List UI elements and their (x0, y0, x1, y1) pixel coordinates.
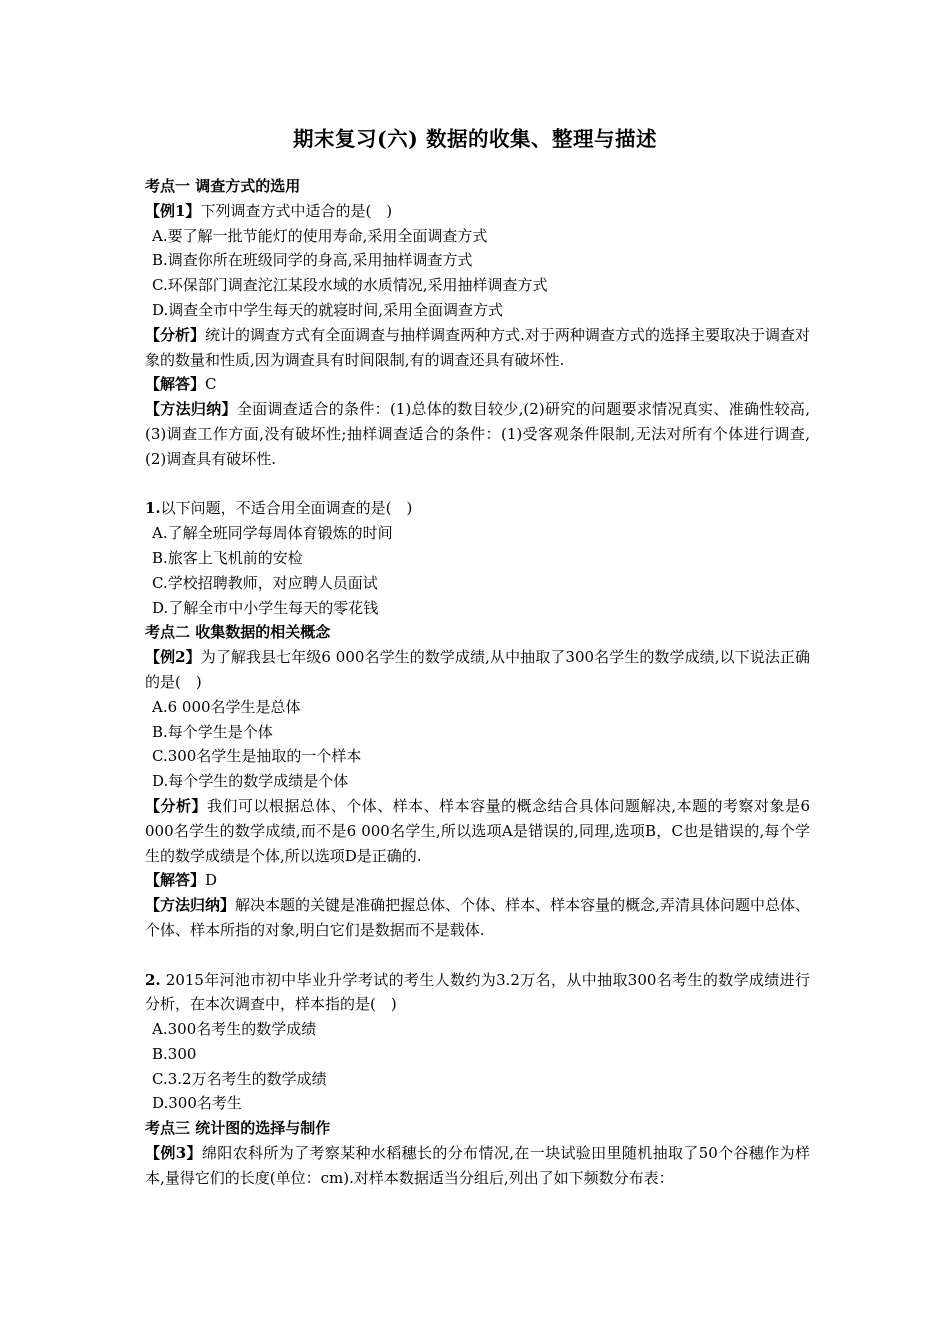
method-text: 解决本题的关键是准确把握总体、个体、样本、样本容量的概念,弄清具体问题中总体、个体、样本所指的对象,明白它们是数据而不是载体. (145, 896, 810, 939)
question-1-option-a: A.了解全班同学每周体育锻炼的时间 (152, 524, 393, 543)
question-1 (145, 496, 810, 521)
question-1-option-d: D.了解全市中小学生每天的零花钱 (152, 598, 379, 617)
example-2-question (145, 645, 810, 695)
analysis-text: 我们可以根据总体、个体、样本、样本容量的概念结合具体问题解决,本题的考察对象是6 000名学生的数学成绩,而不是6 000名学生,所以选项A是错误的,同理,选项B，C也是错误的,每个学生的数学成绩是个体,所以选项D是正确的. (145, 796, 810, 865)
question-2-option-a: A.300名考生的数学成绩 (152, 1020, 317, 1039)
example-2-option-a: A.6 000名学生是总体 (152, 697, 301, 716)
analysis-text: 统计的调查方式有全面调查与抽样调查两种方式.对于两种调查方式的选择主要取决于调查对象的数量和性质,因为调查具有时间限制,有的调查还具有破坏性. (145, 325, 810, 369)
section-heading-2: 考点二 收集数据的相关概念 (145, 623, 331, 642)
example-2-option-c: C.300名学生是抽取的一个样本 (152, 747, 362, 766)
example-1-question (145, 199, 810, 224)
answer-tag: 【解答】 (145, 375, 206, 394)
example-2-option-b: B.每个学生是个体 (152, 722, 273, 741)
example-1-analysis (145, 323, 810, 373)
section-heading-1: 考点一 调查方式的选用 (145, 177, 301, 195)
question-1-number: 1. (145, 499, 161, 518)
example-1-option-b: B.调查你所在班级同学的身高,采用抽样调查方式 (152, 251, 473, 270)
example-3-tag: 【例3】 (145, 1144, 202, 1163)
example-2-analysis (145, 794, 810, 868)
answer-text: D (205, 871, 218, 890)
example-2-option-d: D.每个学生的数学成绩是个体 (152, 772, 349, 791)
question-2 (145, 968, 810, 1018)
question-1-option-c: C.学校招聘教师，对应聘人员面试 (152, 573, 378, 592)
example-1-method (145, 397, 810, 471)
analysis-tag: 【分析】 (145, 325, 206, 344)
analysis-tag: 【分析】 (145, 796, 207, 815)
method-text: 全面调查适合的条件：(1)总体的数目较少,(2)研究的问题要求情况真实、准确性较高,(3)调查工作方面,没有破坏性;抽样调查适合的条件：(1)受客观条件限制,无法对所有个体进行调查,(2)调查具有破坏性. (145, 400, 810, 468)
example-1-tag: 【例1】 (145, 201, 201, 220)
question-1-option-b: B.旅客上飞机前的安检 (152, 548, 303, 567)
example-3-question (145, 1141, 810, 1191)
answer-text: C (205, 375, 217, 394)
example-3-text: 绵阳农科所为了考察某种水稻穗长的分布情况,在一块试验田里随机抽取了50个谷穗作为样本,量得它们的长度(单位：cm).对样本数据适当分组后,列出了如下频数分布表： (145, 1144, 811, 1187)
example-1-option-c: C.环保部门调查沱江某段水域的水质情况,采用抽样调查方式 (152, 276, 548, 295)
document-body (145, 174, 810, 1191)
method-tag: 【方法归纳】 (145, 400, 237, 419)
example-2-answer (145, 868, 810, 893)
example-2-tag: 【例2】 (145, 648, 201, 667)
question-2-option-d: D.300名考生 (152, 1094, 242, 1113)
question-2-option-c: C.3.2万名考生的数学成绩 (152, 1069, 327, 1088)
method-tag: 【方法归纳】 (145, 896, 236, 915)
question-2-number: 2. (145, 970, 161, 989)
example-1-text: 下列调查方式中适合的是( ) (200, 201, 393, 220)
page-title: 期末复习(六) 数据的收集、整理与描述 (292, 127, 658, 151)
example-1-option-d: D.调查全市中学生每天的就寝时间,采用全面调查方式 (152, 300, 504, 319)
answer-tag: 【解答】 (145, 871, 206, 890)
question-2-text: 2015年河池市初中毕业升学考试的考生人数约为3.2万名，从中抽取300名考生的数学成绩进行分析，在本次调查中，样本指的是( ) (145, 970, 810, 1014)
section-heading-3: 考点三 统计图的选择与制作 (145, 1119, 331, 1138)
example-2-method (145, 893, 810, 943)
question-1-text: 以下问题，不适合用全面调查的是( ) (160, 499, 413, 518)
example-2-text: 为了解我县七年级6 000名学生的数学成绩,从中抽取了300名学生的数学成绩,以下说法正确的是( ) (145, 648, 810, 691)
question-2-option-b: B.300 (152, 1044, 197, 1063)
example-1-answer (145, 372, 810, 397)
example-1-option-a: A.要了解一批节能灯的使用寿命,采用全面调查方式 (152, 226, 488, 245)
